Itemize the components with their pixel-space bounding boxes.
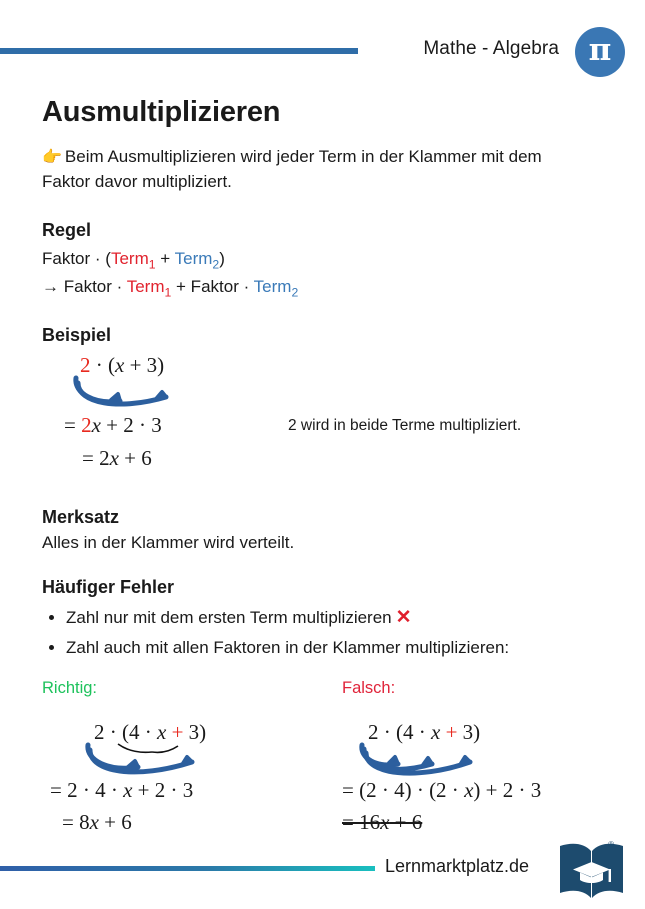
regel-heading: Regel — [42, 219, 92, 240]
falsch-label: Falsch: — [342, 678, 396, 697]
example-note: 2 wird in beide Terme multipliziert. — [288, 417, 522, 435]
distribute-arrows-icon — [68, 375, 238, 415]
compare-columns — [42, 678, 608, 834]
richtig-l1-b: 3) — [188, 719, 207, 744]
regel-l2-arrow: → — [42, 276, 64, 296]
mistake-list — [42, 603, 608, 661]
richtig-l1-a: 2 · (4 · — [94, 719, 157, 744]
pointing-hand-icon: 👉 — [42, 149, 62, 166]
regel-l1-term2-sub: 2 — [212, 257, 220, 272]
intro-paragraph — [42, 145, 562, 194]
section-regel — [42, 220, 608, 301]
regel-l2-term1 — [126, 276, 172, 299]
regel-l1-mid: + — [155, 248, 175, 268]
regel-l1-term1 — [110, 248, 156, 272]
header-rule — [0, 48, 358, 54]
worksheet-body — [42, 96, 608, 834]
subject-label: Mathe - Algebra — [423, 38, 559, 59]
richtig-label: Richtig: — [42, 678, 98, 697]
falsch-l1-b: 3) — [462, 719, 481, 744]
regel-l1-term2 — [174, 248, 220, 272]
richtig-line-3: = 8x + 6 — [62, 809, 132, 834]
regel-l2-mid: + Faktor · — [171, 276, 254, 296]
mistake-text-2: Zahl auch mit allen Faktoren in der Klammer multiplizieren: — [66, 637, 510, 657]
richtig-line-2: = 2 · 4 · x + 2 · 3 — [50, 777, 194, 802]
regel-l1-pre: Faktor · ( — [42, 248, 111, 268]
falsch-l1-plus: + — [440, 719, 463, 744]
fehler-heading: Häufiger Fehler — [42, 577, 175, 598]
beispiel-heading: Beispiel — [42, 325, 112, 346]
example-line-2: = 2x + 2 · 3 — [64, 413, 162, 438]
list-item — [66, 634, 608, 661]
regel-l2-term2-sub: 2 — [291, 284, 299, 299]
regel-l1-term2-text: Term — [174, 248, 213, 268]
footer-rule — [0, 866, 375, 871]
merksatz-heading: Merksatz — [42, 507, 120, 528]
page-header — [0, 0, 645, 90]
brand-label: Lernmarktplatz.de — [385, 856, 530, 876]
falsch-l1-a: 2 · (4 · — [368, 719, 431, 744]
example-line-3: = 2x + 6 — [82, 446, 152, 471]
regel-line-1 — [42, 246, 608, 274]
regel-l2-term2 — [253, 276, 299, 299]
regel-l1-term1-text: Term — [110, 248, 149, 268]
falsch-l1-x: x — [430, 719, 441, 744]
cross-mark-icon: ✕ — [395, 607, 412, 629]
example-line-1-rest: · (x + 3) — [90, 353, 165, 378]
regel-l2-term2-text: Term — [253, 276, 292, 296]
mistake-text-1: Zahl nur mit dem ersten Term multiplizieren — [66, 608, 392, 628]
book-graduation-cap-icon — [556, 838, 628, 904]
regel-l2-pre: Faktor · — [63, 276, 127, 296]
richtig-figure — [42, 698, 207, 834]
section-beispiel — [42, 325, 608, 483]
richtig-l1-x: x — [156, 719, 167, 744]
lernmarktplatz-logo — [556, 838, 628, 904]
example-figure — [42, 351, 608, 483]
example-line-2-factor: 2 — [81, 413, 92, 438]
page-title: Ausmultiplizieren — [42, 96, 281, 128]
pi-logo-icon — [575, 27, 625, 77]
regel-line-2 — [42, 274, 608, 302]
list-item — [66, 603, 608, 633]
regel-l2-term1-sub: 1 — [164, 284, 172, 299]
column-falsch — [342, 678, 542, 834]
registered-mark: ® — [608, 840, 614, 849]
regel-l1-post: ) — [219, 248, 225, 268]
falsch-figure — [342, 698, 542, 834]
falsch-line-2: = (2 · 4) · (2 · x) + 2 · 3 — [342, 777, 542, 802]
page-footer — [0, 835, 645, 909]
pi-glyph: π — [588, 32, 612, 68]
richtig-l1-plus: + — [166, 719, 189, 744]
merksatz-text: Alles in der Klammer wird verteilt. — [42, 533, 295, 553]
regel-l2-term1-text: Term — [126, 276, 165, 296]
intro-text: Beim Ausmultiplizieren wird jeder Term in der Klammer mit dem Faktor davor multipliziert. — [42, 147, 542, 191]
regel-l1-term1-sub: 1 — [148, 257, 156, 272]
falsch-line-3: = 16x + 6 — [342, 809, 423, 834]
example-factor: 2 — [80, 353, 91, 378]
section-haeufiger-fehler — [42, 577, 608, 661]
section-merksatz — [42, 507, 608, 553]
column-richtig — [42, 678, 207, 834]
